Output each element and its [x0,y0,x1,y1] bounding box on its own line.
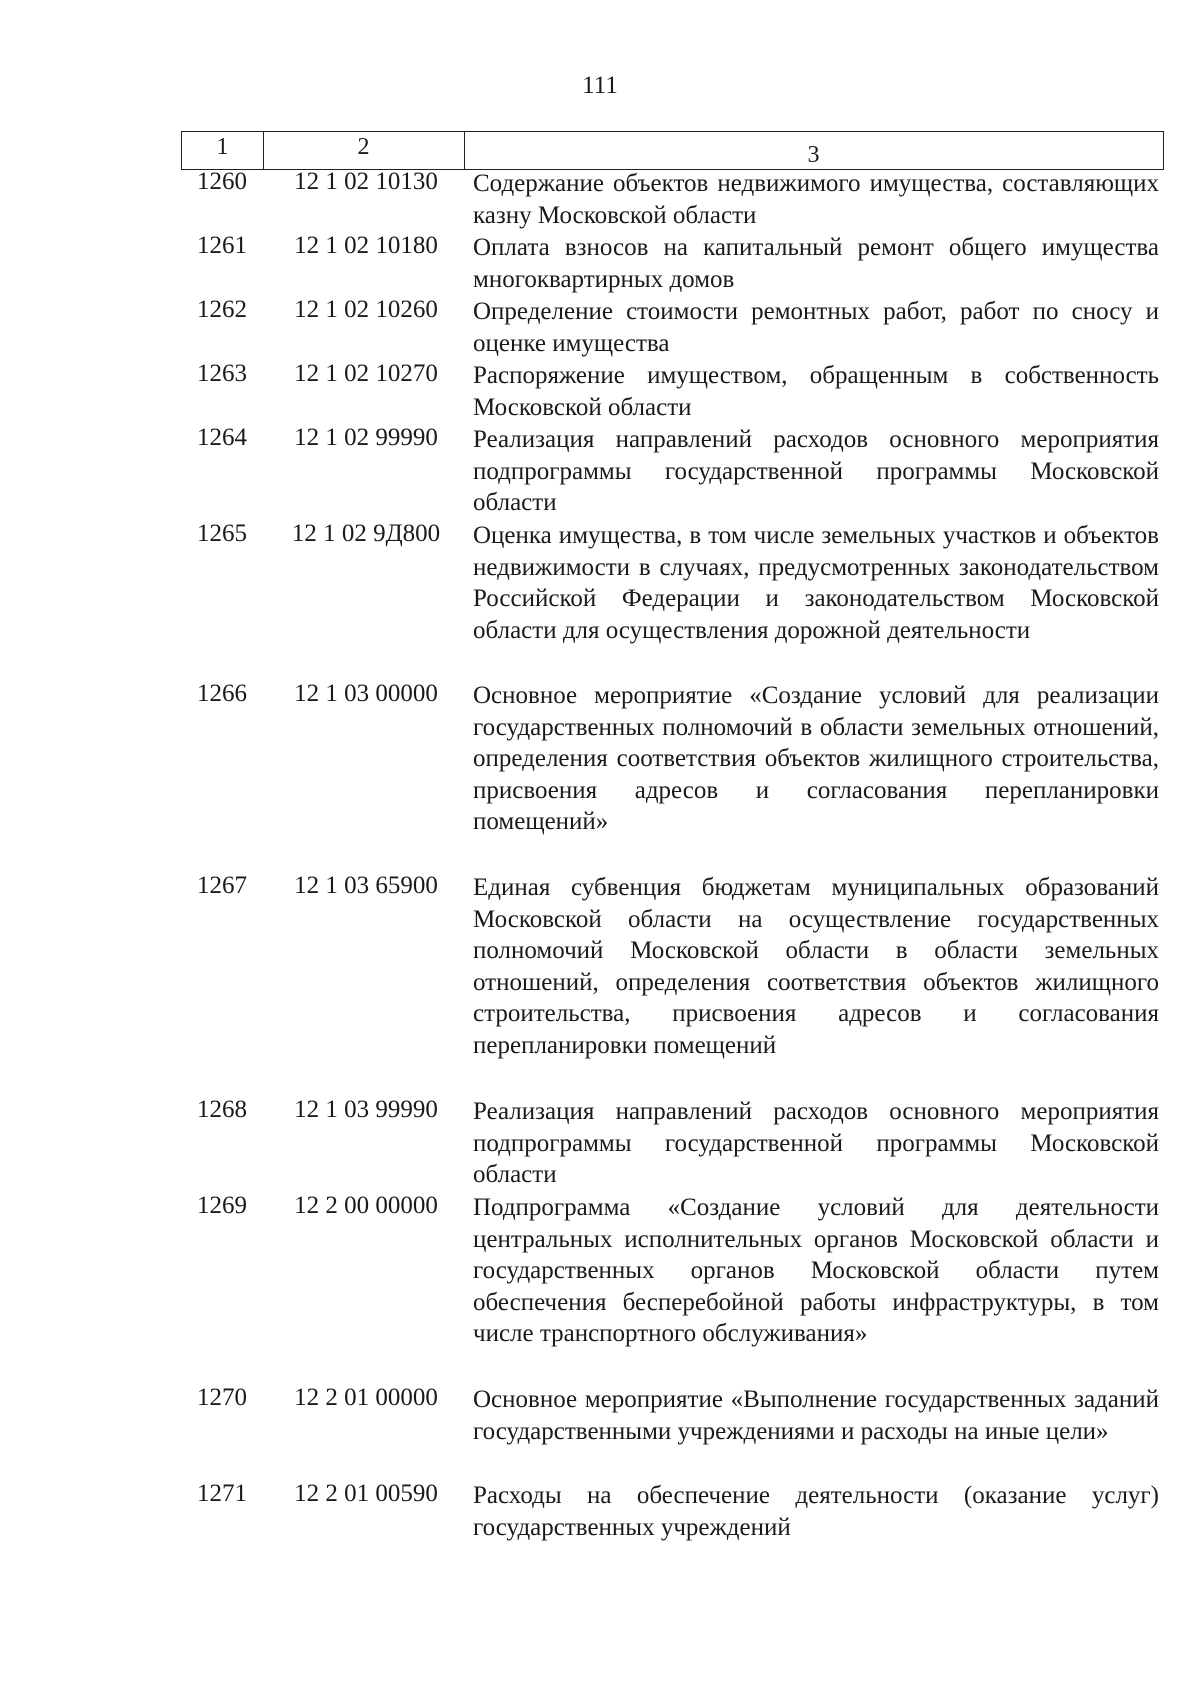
row-number: 1265 [197,520,247,547]
row-number: 1264 [197,424,247,451]
row-number: 1266 [197,680,247,707]
page-number: 111 [582,72,618,99]
row-number: 1262 [197,296,247,323]
row-description: Единая субвенция бюджетам муниципальных образований Московской области на осуществление государственных полномочий Московской области в области земельных отношений, определения соответствия объектов жилищного строительства, присвоения адресов и согласования перепланировки помещений [473,874,1159,1059]
row-number: 1269 [197,1192,247,1219]
row-code: 12 1 03 00000 [294,680,438,707]
row-number: 1263 [197,360,247,387]
row-number: 1268 [197,1096,247,1123]
row-number: 1271 [197,1480,247,1507]
row-code: 12 1 02 9Д800 [291,520,441,547]
row-code: 12 1 02 10260 [294,296,438,323]
row-code: 12 1 02 10130 [294,168,438,195]
header-col-3: 3 [807,142,820,168]
row-description: Содержание объектов недвижимого имущества, составляющих казну Московской области [473,170,1159,229]
row-code: 12 1 03 99990 [294,1096,438,1123]
header-col-2: 2 [263,132,465,169]
row-code: 12 2 00 00000 [294,1192,438,1219]
row-description: Основное мероприятие «Создание условий для реализации государственных полномочий в области земельных отношений, определения соответствия объектов жилищного строительства, присвоения адресов и согласования перепланировки помещений» [473,682,1159,835]
row-number: 1261 [197,232,247,259]
row-number: 1267 [197,872,247,899]
row-code: 12 1 02 10270 [294,360,438,387]
row-description: Расходы на обеспечение деятельности (оказание услуг) государственных учреждений [473,1482,1159,1541]
row-description: Реализация направлений расходов основного мероприятия подпрограммы государственной программы Московской области [473,426,1159,516]
row-description: Реализация направлений расходов основного мероприятия подпрограммы государственной программы Московской области [473,1098,1159,1188]
header-col-1: 1 [182,132,264,169]
row-number: 1260 [197,168,247,195]
table-header [181,131,1164,170]
row-description: Основное мероприятие «Выполнение государственных заданий государственными учреждениями и расходы на иные цели» [473,1386,1159,1445]
row-description: Оплата взносов на капитальный ремонт общего имущества многоквартирных домов [473,234,1159,293]
row-code: 12 2 01 00000 [294,1384,438,1411]
row-description: Определение стоимости ремонтных работ, работ по сносу и оценке имущества [473,298,1159,357]
row-number: 1270 [197,1384,247,1411]
row-description: Распоряжение имуществом, обращенным в собственность Московской области [473,362,1159,421]
row-code: 12 1 02 99990 [294,424,438,451]
row-description: Оценка имущества, в том числе земельных участков и объектов недвижимости в случаях, предусмотренных законодательством Российской Федерации и законодательством Московской области для осуществления дорожной деятельности [473,522,1159,644]
row-description: Подпрограмма «Создание условий для деятельности центральных исполнительных органов Московской области и государственных органов Московской области путем обеспечения бесперебойной работы инфраструктуры, в том числе транспортного обслуживания» [473,1194,1159,1347]
row-code: 12 1 03 65900 [294,872,438,899]
row-code: 12 2 01 00590 [294,1480,438,1507]
row-code: 12 1 02 10180 [294,232,438,259]
